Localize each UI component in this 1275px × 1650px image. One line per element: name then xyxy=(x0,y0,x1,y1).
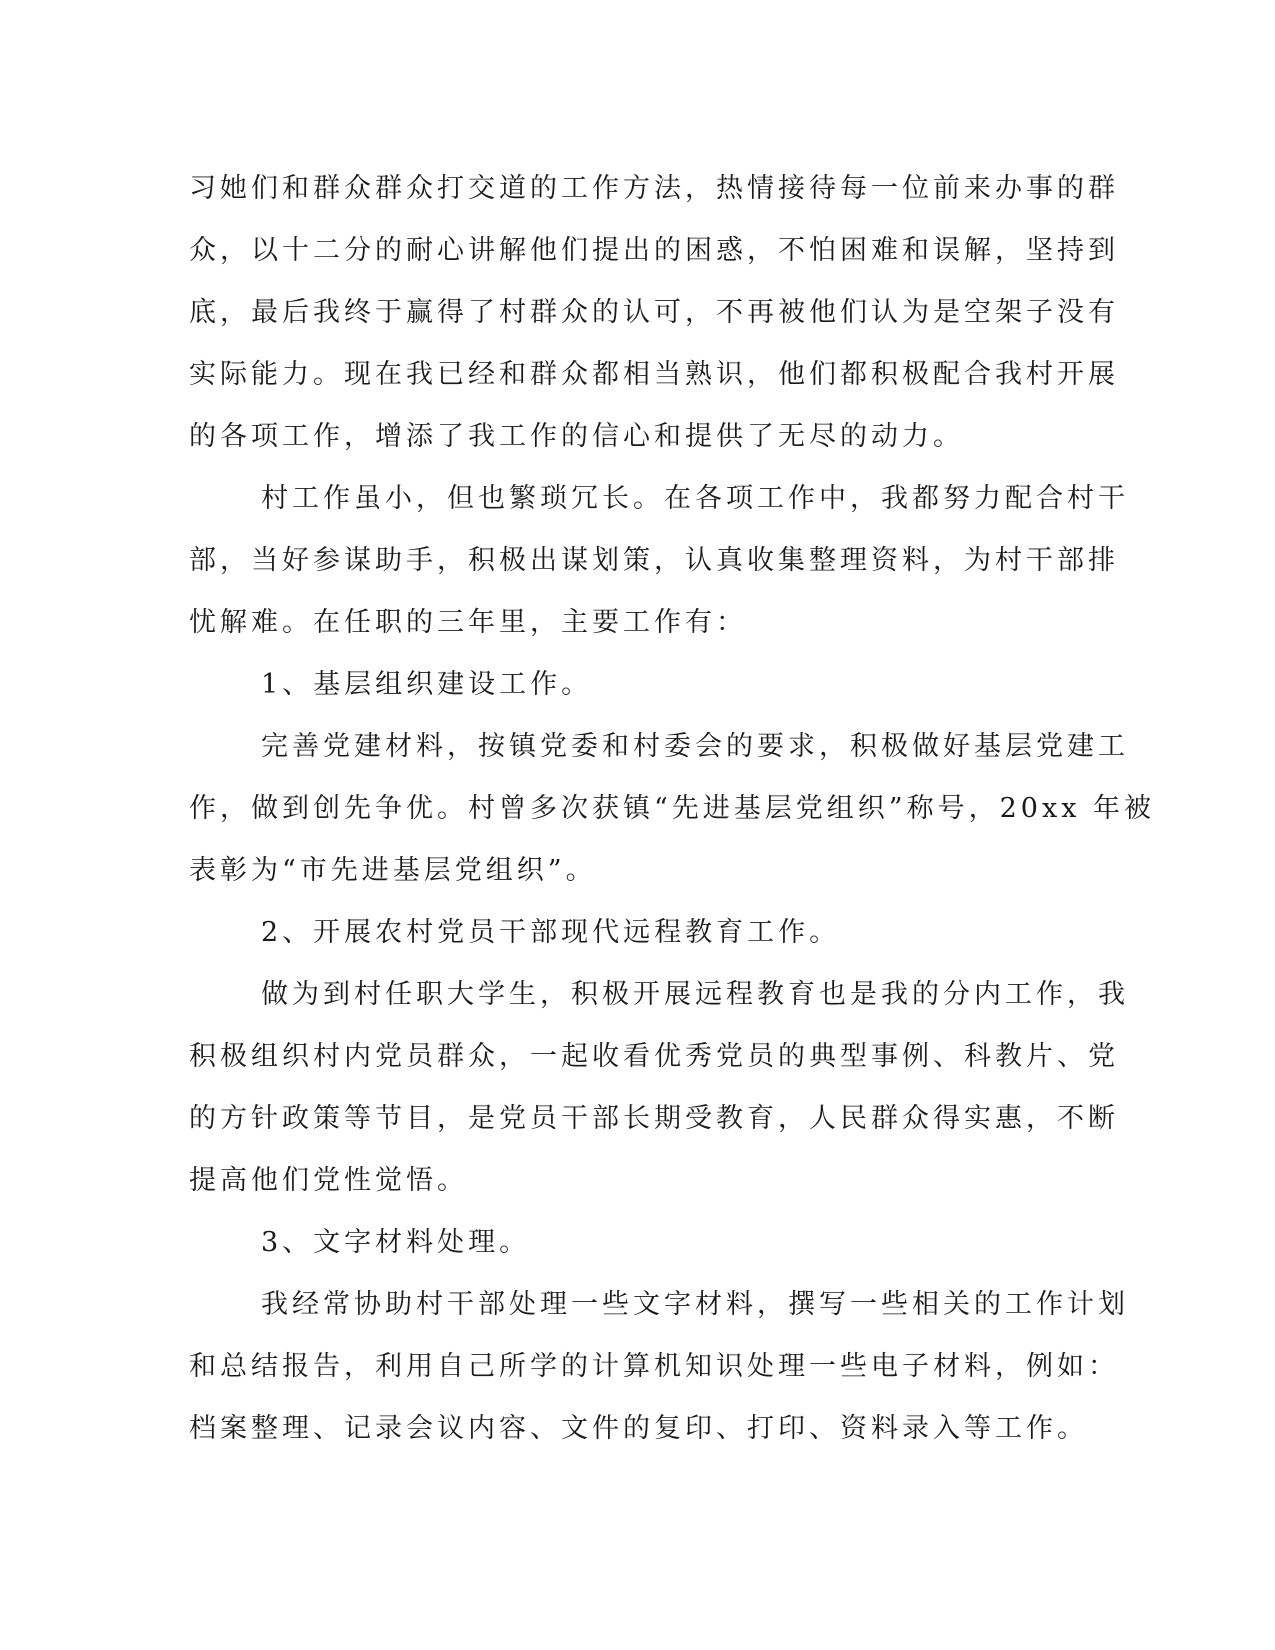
section-heading-1: 1、基层组织建设工作。 xyxy=(261,669,593,700)
document-body xyxy=(189,158,1155,1460)
text-line: 习她们和群众群众打交道的工作方法，热情接待每一位前来办事的群 xyxy=(189,173,1119,204)
paragraph-first-line: 我经常协助村干部处理一些文字材料，撰写一些相关的工作计划 xyxy=(261,1289,1129,1320)
paragraph-first-line: 村工作虽小，但也繁琐冗长。在各项工作中，我都努力配合村干 xyxy=(261,483,1129,514)
section-heading-3: 3、文字材料处理。 xyxy=(261,1227,531,1258)
text-line: 档案整理、记录会议内容、文件的复印、打印、资料录入等工作。 xyxy=(189,1413,1088,1444)
text-line: 众，以十二分的耐心讲解他们提出的困惑，不怕困难和误解，坚持到 xyxy=(189,235,1119,266)
text-line: 部，当好参谋助手，积极出谋划策，认真收集整理资料，为村干部排 xyxy=(189,545,1119,576)
text-line: 底，最后我终于赢得了村群众的认可，不再被他们认为是空架子没有 xyxy=(189,297,1119,328)
text-line: 和总结报告，利用自己所学的计算机知识处理一些电子材料，例如： xyxy=(189,1351,1119,1382)
paragraph-first-line: 完善党建材料，按镇党委和村委会的要求，积极做好基层党建工 xyxy=(261,731,1129,762)
section-heading-2: 2、开展农村党员干部现代远程教育工作。 xyxy=(261,917,841,948)
text-line: 实际能力。现在我已经和群众都相当熟识，他们都积极配合我村开展 xyxy=(189,359,1119,390)
text-line: 的各项工作，增添了我工作的信心和提供了无尽的动力。 xyxy=(189,421,964,452)
text-line: 忧解难。在任职的三年里，主要工作有： xyxy=(189,607,747,638)
text-line: 的方针政策等节目，是党员干部长期受教育，人民群众得实惠，不断 xyxy=(189,1103,1119,1134)
text-line: 作，做到创先争优。村曾多次获镇“先进基层党组织”称号，20xx 年被 xyxy=(189,793,1155,824)
paragraph-first-line: 做为到村任职大学生，积极开展远程教育也是我的分内工作，我 xyxy=(261,979,1129,1010)
text-line: 表彰为“市先进基层党组织”。 xyxy=(189,855,597,886)
text-line: 积极组织村内党员群众，一起收看优秀党员的典型事例、科教片、党 xyxy=(189,1041,1119,1072)
text-line: 提高他们党性觉悟。 xyxy=(189,1165,468,1196)
